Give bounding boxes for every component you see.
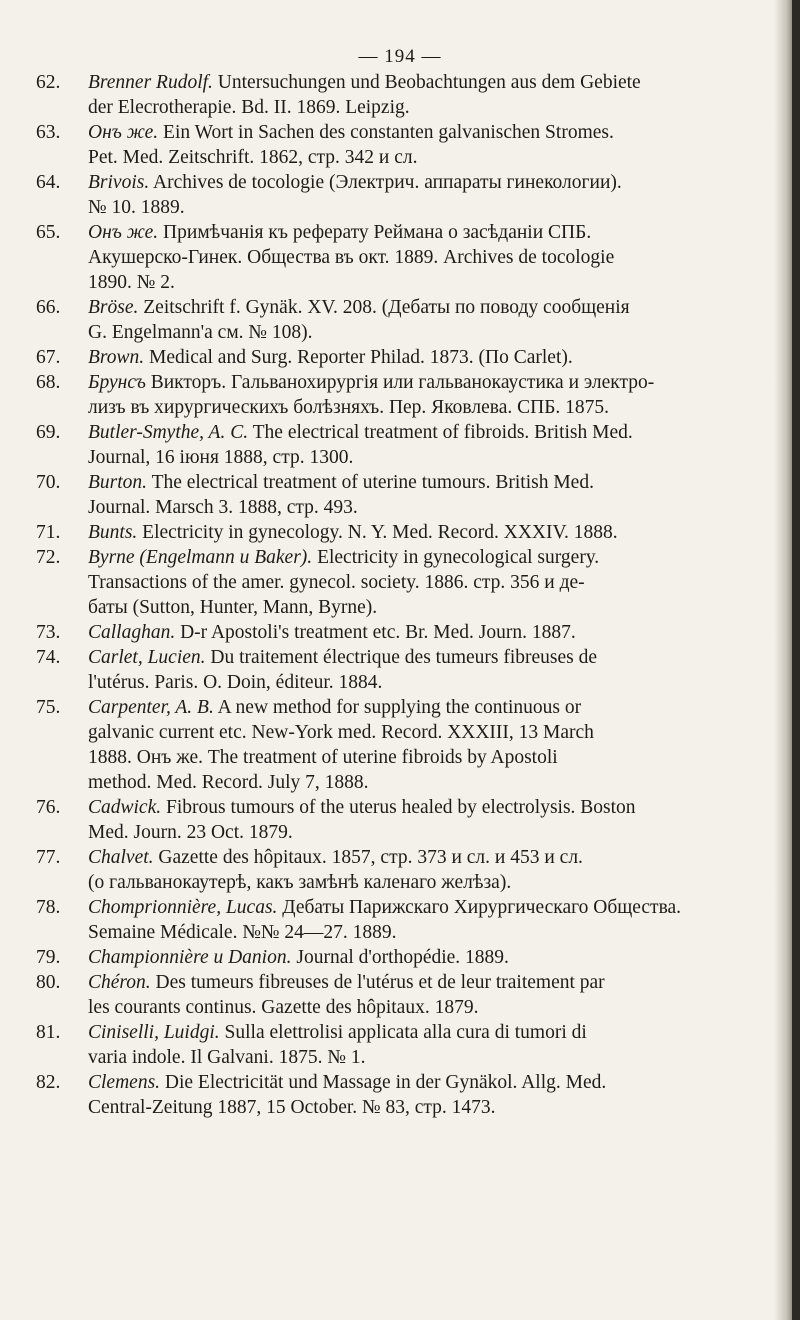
entry-line [88, 470, 782, 495]
entry-line [88, 845, 782, 870]
entry-number: 75. [36, 697, 61, 718]
entry-number: 64. [36, 172, 61, 193]
entry-text: Акушерско-Гинек. Общества въ окт. 1889. Archives de tocologie [88, 247, 615, 268]
entry-number: 72. [36, 547, 61, 568]
entry-text: Примѣчанія къ реферату Реймана о засѣданіи СПБ. [158, 222, 592, 243]
entry-number: 73. [36, 622, 61, 643]
entry-line [88, 945, 782, 970]
entry-number: 77. [36, 847, 61, 868]
page-number: — 194 — [358, 46, 442, 67]
entry-text: Electricity in gynecology. N. Y. Med. Record. XXXIV. 1888. [137, 522, 618, 543]
entry-author: Chéron. [88, 972, 151, 993]
entry-author: Butler-Smythe, A. C. [88, 422, 249, 443]
entry-line [88, 420, 782, 445]
bibliography-entry [0, 470, 800, 520]
entry-line [88, 320, 782, 345]
entry-author: Carpenter, A. B. [88, 697, 214, 718]
bibliography-entry [0, 420, 800, 470]
entry-line [88, 495, 782, 520]
entry-number: 63. [36, 122, 61, 143]
bibliography-list [0, 70, 800, 1120]
entry-author: Chomprionnière, Lucas. [88, 897, 278, 918]
entry-line [88, 645, 782, 670]
entry-number: 76. [36, 797, 61, 818]
entry-text: l'utérus. Paris. O. Doin, éditeur. 1884. [88, 672, 383, 693]
entry-line [88, 395, 782, 420]
bibliography-entry [0, 520, 800, 545]
entry-text: лизъ въ хирургическихъ болѣзняхъ. Пер. Яковлева. СПБ. 1875. [88, 397, 610, 418]
entry-line [88, 445, 782, 470]
entry-text: Pet. Med. Zeitschrift. 1862, стр. 342 и сл. [88, 147, 418, 168]
entry-author: Ciniselli, Luidgi. [88, 1022, 220, 1043]
entry-number: 81. [36, 1022, 61, 1043]
entry-number: 62. [36, 72, 61, 93]
entry-line [88, 195, 782, 220]
entry-line [88, 70, 782, 95]
entry-text: Journal d'orthopédie. 1889. [291, 947, 509, 968]
entry-text: Викторъ. Гальванохирургія или гальванокаустика и электро- [145, 372, 655, 393]
entry-number: 66. [36, 297, 61, 318]
entry-line [88, 870, 782, 895]
bibliography-entry [0, 945, 800, 970]
entry-author: Byrne (Engelmann и Baker). [88, 547, 313, 568]
entry-text: Zeitschrift f. Gynäk. XV. 208. (Дебаты по поводу сообщенія [138, 297, 630, 318]
entry-text: The electrical treatment of uterine tumours. British Med. [147, 472, 594, 493]
entry-text: varia indole. Il Galvani. 1875. № 1. [88, 1047, 366, 1068]
bibliography-entry [0, 345, 800, 370]
entry-author: Carlet, Lucien. [88, 647, 206, 668]
entry-line [88, 520, 782, 545]
entry-line [88, 895, 782, 920]
bibliography-entry [0, 695, 800, 795]
entry-text: 1888. Онъ же. The treatment of uterine fibroids by Apostoli [88, 747, 558, 768]
entry-text: (о гальванокаутерѣ, какъ замѣнѣ каленаго желѣза). [88, 872, 512, 893]
entry-text: Medical and Surg. Reporter Philad. 1873. (По Carlet). [144, 347, 573, 368]
bibliography-entry [0, 170, 800, 220]
entry-line [88, 920, 782, 945]
entry-line [88, 345, 782, 370]
entry-text: Journal. Marsch 3. 1888, стр. 493. [88, 497, 358, 518]
entry-line [88, 670, 782, 695]
entry-line [88, 220, 782, 245]
entry-line [88, 795, 782, 820]
entry-number: 74. [36, 647, 61, 668]
entry-text: Дебаты Парижскаго Хирургическаго Общества. [277, 897, 682, 918]
entry-line [88, 270, 782, 295]
entry-number: 80. [36, 972, 61, 993]
entry-text: Des tumeurs fibreuses de l'utérus et de leur traitement par [150, 972, 605, 993]
entry-text: les courants continus. Gazette des hôpitaux. 1879. [88, 997, 479, 1018]
entry-text: Archives de tocologie (Электрич. аппараты гинекологии). [149, 172, 622, 193]
entry-line [88, 120, 782, 145]
entry-text: The electrical treatment of fibroids. British Med. [248, 422, 633, 443]
bibliography-entry [0, 220, 800, 295]
bibliography-entry [0, 845, 800, 895]
entry-author: Bröse. [88, 297, 139, 318]
entry-line [88, 545, 782, 570]
bibliography-entry [0, 70, 800, 120]
entry-author: Callaghan. [88, 622, 176, 643]
entry-text: Med. Journ. 23 Oct. 1879. [88, 822, 293, 843]
bibliography-entry [0, 370, 800, 420]
entry-text: der Elecrotherapie. Bd. II. 1869. Leipzig. [88, 97, 410, 118]
entry-text: A new method for supplying the continuous or [213, 697, 582, 718]
entry-text: 1890. № 2. [88, 272, 175, 293]
entry-author: Cadwick. [88, 797, 162, 818]
bibliography-entry [0, 545, 800, 620]
entry-author: Burton. [88, 472, 148, 493]
entry-text: galvanic current etc. New-York med. Record. XXXIII, 13 March [88, 722, 594, 743]
entry-author: Онъ же. [88, 222, 159, 243]
entry-number: 69. [36, 422, 61, 443]
entry-line [88, 595, 782, 620]
entry-text: Transactions of the amer. gynecol. society. 1886. стр. 356 и де- [88, 572, 585, 593]
entry-text: № 10. 1889. [88, 197, 185, 218]
binding-edge [792, 0, 800, 1320]
bibliography-entry [0, 295, 800, 345]
entry-line [88, 620, 782, 645]
entry-author: Championnière и Danion. [88, 947, 292, 968]
entry-line [88, 745, 782, 770]
entry-number: 68. [36, 372, 61, 393]
entry-text: Central-Zeitung 1887, 15 October. № 83, стр. 1473. [88, 1097, 496, 1118]
entry-line [88, 995, 782, 1020]
entry-author: Brenner Rudolf. [88, 72, 213, 93]
bibliography-entry [0, 1020, 800, 1070]
entry-line [88, 570, 782, 595]
entry-line [88, 95, 782, 120]
entry-number: 70. [36, 472, 61, 493]
entry-number: 65. [36, 222, 61, 243]
entry-line [88, 370, 782, 395]
entry-text: Gazette des hôpitaux. 1857, стр. 373 и сл. и 453 и сл. [153, 847, 583, 868]
entry-author: Chalvet. [88, 847, 154, 868]
entry-text: Semaine Médicale. №№ 24—27. 1889. [88, 922, 397, 943]
entry-number: 82. [36, 1072, 61, 1093]
entry-line [88, 1070, 782, 1095]
entry-line [88, 970, 782, 995]
entry-line [88, 695, 782, 720]
entry-text: method. Med. Record. July 7, 1888. [88, 772, 369, 793]
bibliography-entry [0, 645, 800, 695]
entry-number: 78. [36, 897, 61, 918]
entry-text: Untersuchungen und Beobachtungen aus dem Gebiete [212, 72, 641, 93]
entry-line [88, 145, 782, 170]
entry-text: Fibrous tumours of the uterus healed by electrolysis. Boston [161, 797, 636, 818]
entry-line [88, 1095, 782, 1120]
entry-line [88, 820, 782, 845]
entry-number: 71. [36, 522, 61, 543]
entry-author: Bunts. [88, 522, 138, 543]
entry-author: Онъ же. [88, 122, 159, 143]
bibliography-entry [0, 120, 800, 170]
entry-line [88, 770, 782, 795]
bibliography-entry [0, 795, 800, 845]
entry-line [88, 1045, 782, 1070]
entry-author: Брунсъ [88, 372, 146, 393]
entry-text: D-r Apostoli's treatment etc. Br. Med. Journ. 1887. [175, 622, 576, 643]
entry-text: Ein Wort in Sachen des constanten galvanischen Stromes. [158, 122, 614, 143]
entry-author: Clemens. [88, 1072, 161, 1093]
entry-text: баты (Sutton, Hunter, Mann, Byrne). [88, 597, 378, 618]
entry-text: Electricity in gynecological surgery. [312, 547, 600, 568]
entry-text: G. Engelmann'a см. № 108). [88, 322, 313, 343]
bibliography-entry [0, 620, 800, 645]
entry-text: Sulla elettrolisi applicata alla cura di tumori di [219, 1022, 587, 1043]
bibliography-entry [0, 1070, 800, 1120]
bibliography-entry [0, 895, 800, 945]
entry-text: Journal, 16 іюня 1888, стр. 1300. [88, 447, 354, 468]
entry-line [88, 720, 782, 745]
entry-text: Die Electricität und Massage in der Gynäkol. Allg. Med. [160, 1072, 607, 1093]
entry-author: Brivois. [88, 172, 150, 193]
entry-number: 67. [36, 347, 61, 368]
entry-line [88, 245, 782, 270]
entry-text: Du traitement électrique des tumeurs fibreuses de [205, 647, 598, 668]
entry-author: Brown. [88, 347, 145, 368]
entry-line [88, 170, 782, 195]
entry-line [88, 1020, 782, 1045]
entry-line [88, 295, 782, 320]
bibliography-entry [0, 970, 800, 1020]
entry-number: 79. [36, 947, 61, 968]
